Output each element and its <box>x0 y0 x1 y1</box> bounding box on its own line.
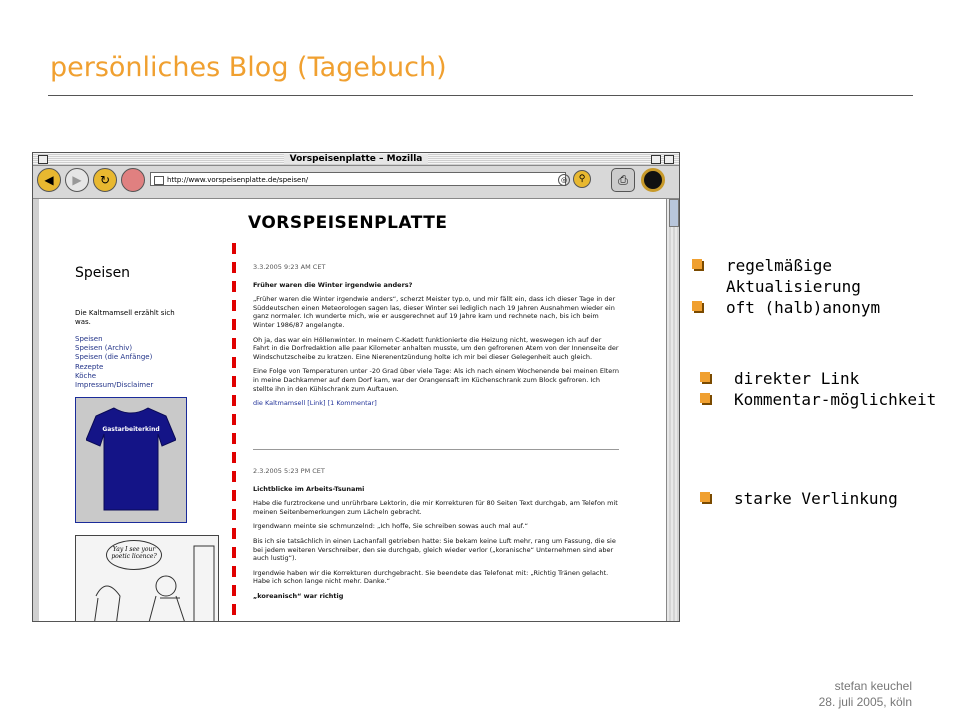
sidebar-subtitle: Die Kaltmamsell erzählt sich was. <box>75 309 175 326</box>
tshirt-label: Gastarbeiterkind <box>102 426 160 433</box>
back-arrow-icon[interactable]: ◀ <box>37 168 61 192</box>
bullet-item <box>692 255 932 297</box>
page-icon <box>154 176 164 185</box>
post-date: 3.3.2005 9:23 AM CET <box>253 263 326 271</box>
slide-title: persönliches Blog (Tagebuch) <box>50 52 447 83</box>
bullet-text: direkter Link <box>734 369 860 388</box>
window-title: Vorspeisenplatte – Mozilla <box>284 154 429 164</box>
sidebar-link[interactable]: Speisen <box>75 335 103 343</box>
collapse-box-icon[interactable] <box>664 155 674 164</box>
post-date: 2.3.2005 5:23 PM CET <box>253 467 325 475</box>
mozilla-throbber-icon[interactable] <box>641 168 665 192</box>
post-paragraph: Irgendwann meinte sie schmunzelnd: „Ich hoffe, Sie schreiben sowas auch mal auf.“ <box>253 522 528 531</box>
cartoon-drawing-icon <box>76 536 218 621</box>
bullet-text: regelmäßige Aktualisierung <box>726 256 861 296</box>
bullet-item <box>700 368 940 389</box>
sidebar-link[interactable]: Köche <box>75 371 97 380</box>
post-paragraph: Bis ich sie tatsächlich in einen Lachanfall getrieben hatte: Sie bekam keine Luft mehr, rang um Fassung, die sie bei jedem weiteren Verschreiber, den sie durchgab, gleich wieder verlor („koranische“ Unternehmen sind aber auch lustig“). <box>253 536 616 563</box>
zoom-box-icon[interactable] <box>651 155 661 164</box>
vertical-scrollbar[interactable] <box>666 199 679 621</box>
bullet-text: oft (halb)anonym <box>726 298 881 317</box>
column-divider <box>232 243 236 621</box>
bullet-box-icon <box>692 301 702 311</box>
site-title: VORSPEISENPLATTE <box>248 213 448 233</box>
browser-window <box>32 152 680 622</box>
bullet-box-icon <box>700 372 710 382</box>
post-paragraph: Oh ja, das war ein Höllenwinter. In meinem C-Kadett funktionierte die Heizung nicht, weswegen ich auf der Fahrt in die Dorfredaktion alle paar Kilometer anhalten musste, um den gefrorenen Atem von der Innenseite der Windschutzscheibe zu kratzen. Eine Nierenentzündung holte ich mir bei dieser Gelegenheit auch gleich. <box>253 335 619 361</box>
page-edge <box>33 199 39 621</box>
forward-arrow-icon[interactable]: ▶ <box>65 168 89 192</box>
sidebar-link[interactable]: Speisen (Archiv) <box>75 344 133 353</box>
blog-post <box>253 467 619 601</box>
slide-footer <box>819 678 912 710</box>
footer-date: 28. juli 2005, köln <box>818 695 912 709</box>
post-paragraph: „koreanisch“ war richtig <box>253 591 344 600</box>
scrollbar-thumb[interactable] <box>669 199 679 227</box>
cartoon-image[interactable] <box>75 535 219 621</box>
sidebar-link[interactable]: Impressum/Disclaimer <box>75 381 154 390</box>
tshirt-image[interactable] <box>75 397 187 523</box>
tshirt-icon <box>86 404 176 514</box>
page-viewport <box>33 199 667 621</box>
browser-toolbar <box>33 166 679 199</box>
bullet-group-characteristics <box>692 255 932 318</box>
search-icon[interactable]: ⚲ <box>573 170 591 188</box>
window-titlebar[interactable] <box>33 153 679 166</box>
footer-author: stefan keuchel <box>834 679 912 693</box>
post-separator <box>253 449 619 450</box>
title-divider <box>48 95 913 96</box>
post-paragraph: „Früher waren die Winter irgendwie anders“, scherzt Meister typ.o, und mir fällt ein, dass ich dieser Tage in der Süddeutschen einen Meteorologen sagen las, dieser Winter sei lediglich nach 19 Jahren Ausnahmen wieder ein ganz normaler. Ich wunderte mich, wie er ausgerechnet auf 19 Jahre kam und rechnete nach, bis ich beim Winter 1986/87 angelangte. <box>253 295 616 329</box>
post-headline[interactable]: Früher waren die Winter irgendwie anders? <box>253 280 413 289</box>
post-headline[interactable]: Lichtblicke im Arbeits-Tsunami <box>253 484 365 493</box>
post-paragraph: Eine Folge von Temperaturen unter -20 Grad über viele Tage: Als ich nach einem Wochenende bei meinen Eltern in meine Dachkammer auf dem Dorf kam, war der Orangensaft im Küchenschrank zum Block gefroren. Ich stellte ihn in den Kühlschrank zum Auftauen. <box>253 367 619 393</box>
bullet-text: Kommentar-möglichkeit <box>734 390 937 409</box>
blog-post <box>253 263 619 408</box>
bullet-group-linking <box>700 488 940 509</box>
bullet-item <box>692 297 932 318</box>
bullet-item <box>700 488 940 509</box>
post-paragraph: Irgendwie haben wir die Korrekturen durchgebracht. Sie beendete das Telefonat mit: „Richtig Tränen gelacht. Habe ich schon lange nicht mehr. Danke.“ <box>253 568 609 586</box>
sidebar-links <box>75 335 153 390</box>
sidebar-link[interactable]: Rezepte <box>75 362 104 371</box>
url-text: http://www.vorspeisenplatte.de/speisen/ <box>167 176 309 184</box>
stop-icon[interactable] <box>121 168 145 192</box>
bullet-box-icon <box>692 259 702 269</box>
bullet-box-icon <box>700 492 710 502</box>
speech-bubble: Yay I see your poetic licence? <box>106 540 162 570</box>
post-paragraph: Habe die furztrockene und unrührbare Lektorin, die mir Korrekturen für 80 Seiten Text durchgab, am Telefon mit meinen Seitenbemerkungen zum Lächeln gebracht. <box>253 499 618 516</box>
bullet-box-icon <box>700 393 710 403</box>
print-icon[interactable]: ⎙ <box>611 168 635 192</box>
bullet-text: starke Verlinkung <box>734 489 898 508</box>
reload-icon[interactable]: ↻ <box>93 168 117 192</box>
post-footer-links[interactable]: die Kaltmamsell [Link] [1 Kommentar] <box>253 399 377 408</box>
go-icon[interactable]: ◎ <box>558 174 570 186</box>
bullet-item <box>700 389 940 410</box>
sidebar-link[interactable]: Speisen (die Anfänge) <box>75 353 153 362</box>
sidebar-heading: Speisen <box>75 265 131 281</box>
url-input[interactable] <box>150 172 566 186</box>
bullet-group-features <box>700 368 940 410</box>
